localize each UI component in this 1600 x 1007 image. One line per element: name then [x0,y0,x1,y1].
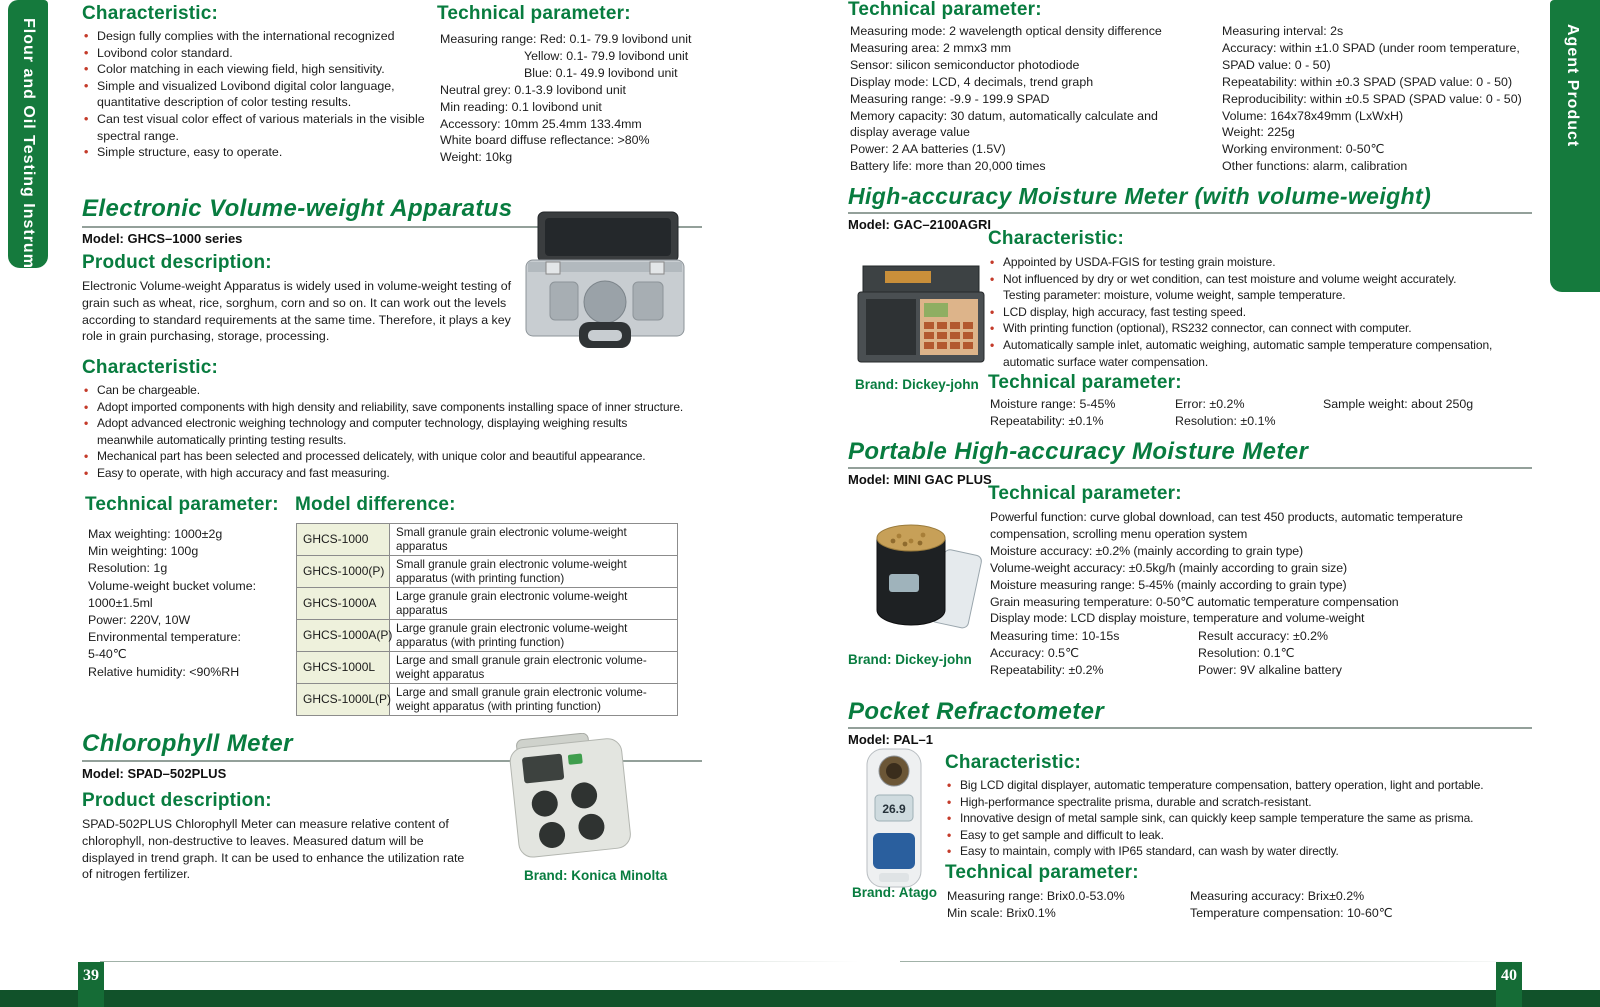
tech-line: Moisture measuring range: 5-45% (mainly according to grain type) [990,577,1347,592]
pal1-title: Pocket Refractometer [848,698,1105,725]
lovibond-technical-heading: Technical parameter: [437,3,631,24]
tech-line: Accuracy: within ±1.0 SPAD (under room temperature, [1222,40,1520,55]
list-item: • Automatically sample inlet, automatic weighing, automatic sample temperature compensation, [990,337,1492,354]
tech-line: Measuring range: Red: 0.1- 79.9 lovibond unit [440,32,692,46]
list-item: • Design fully complies with the international recognized [84,28,442,45]
pal1-brand: Brand: Atago [852,885,937,900]
chlorophyll-title: Chlorophyll Meter [82,730,293,757]
tech-line: Accessory: 10mm 25.4mm 133.4mm [440,116,642,131]
title-rule [848,727,1532,729]
list-item: • Simple structure, easy to operate. [84,144,442,161]
list-item-continuation: automatic surface water compensation. [1003,354,1209,369]
chlorophyll-brand: Brand: Konica Minolta [524,868,668,883]
tech-cell: Measuring range: Brix0.0-53.0% [947,889,1125,903]
list-item: • Appointed by USDA-FGIS for testing grain moisture. [990,254,1492,271]
tech-line: Sensor: silicon semiconductor photodiode [850,57,1080,72]
title-rule [848,467,1532,469]
list-item: • High-performance spectralite prisma, durable and scratch-resistant. [947,794,1484,811]
minigac-image [865,512,985,650]
list-item: • LCD display, high accuracy, fast testing speed. [990,304,1492,321]
tech-line: Display mode: LCD display moisture, temperature and volume-weight [990,611,1365,626]
list-item: • Easy to get sample and difficult to leak. [947,827,1484,844]
list-item: • Color matching in each viewing field, high sensitivity. [84,61,442,78]
tech-line: Power: 2 AA batteries (1.5V) [850,142,1006,157]
tech-line: 5-40℃ [88,647,127,662]
gac2100-characteristic-list [990,254,1492,370]
chlorophyll-description-heading: Product description: [82,790,272,811]
table-row [297,684,678,716]
tech-line: Measuring mode: 2 wavelength optical density difference [850,24,1162,38]
model-cell: GHCS-1000L(P) [297,684,390,716]
tech-line: Working environment: 0-50℃ [1222,142,1385,157]
gac2100-technical-heading: Technical parameter: [988,372,1182,393]
tech-line: Measuring range: -9.9 - 199.9 SPAD [850,91,1050,106]
list-item: • Can be chargeable. [84,382,683,399]
pal1-characteristic-list [947,777,1484,860]
list-item-continuation: Testing parameter: moisture, volume weight, sample temperature. [1003,288,1346,303]
tech-line: White board diffuse reflectance: >80% [440,133,650,148]
tech-cell: Measuring time: 10-15s [990,629,1120,643]
description-cell: Small granule grain electronic volume-weight apparatus [390,524,678,556]
minigac-brand: Brand: Dickey-john [848,652,972,667]
model-cell: GHCS-1000L [297,652,390,684]
page-number-left: 39 [78,962,104,1007]
lovibond-characteristic-list [84,28,442,161]
chlorophyll-meter-illustration [492,733,647,861]
list-item: • Not influenced by dry or wet condition, can test moisture and volume weight accurately. [990,271,1492,288]
minigac-title: Portable High-accuracy Moisture Meter [848,438,1309,465]
description-cell: Large granule grain electronic volume-weight apparatus (with printing function) [390,620,678,652]
tech-line: Memory capacity: 30 datum, automatically calculate and [850,108,1158,123]
left-tab-label: Flour and Oil Testing Instrument [20,18,37,296]
tech-line: 1000±1.5ml [88,595,153,610]
tech-cell: Result accuracy: ±0.2% [1198,629,1329,643]
tech-line: Relative humidity: <90%RH [88,664,240,679]
tech-cell: Min scale: Brix0.1% [947,906,1056,920]
list-item: • Simple and visualized Lovibond digital color language, quantitative description of color testing results. [84,78,442,111]
left-page-tab [8,0,48,296]
model-cell: GHCS-1000A(P) [297,620,390,652]
pal1-model: Model: PAL–1 [848,732,933,747]
list-item: • Adopt imported components with high density and reliability, save components installing space of inner structure. [84,399,683,416]
description-cell: Large and small granule grain electronic volume-weight apparatus (with printing function) [390,684,678,716]
description-cell: Large and small granule grain electronic volume-weight apparatus [390,652,678,684]
gac2100-brand: Brand: Dickey-john [855,377,979,392]
tech-cell: Measuring accuracy: Brix±0.2% [1190,889,1365,903]
model-cell: GHCS-1000A [297,588,390,620]
evwa-technical-list [88,526,256,681]
right-tab-label: Agent Product [1564,24,1581,148]
model-cell: GHCS-1000 [297,524,390,556]
list-item: • Mechanical part has been selected and processed delicately, with unique color and beautiful appearance. [84,448,683,465]
tech-line: Power: 220V, 10W [88,613,191,628]
right-footer-rule [900,961,1528,962]
tech-line: Min reading: 0.1 lovibond unit [440,99,602,114]
description-cell: Large granule grain electronic volume-weight apparatus [390,588,678,620]
minigac-model: Model: MINI GAC PLUS [848,472,992,487]
minigac-illustration [865,512,985,650]
tech-line: compensation, scrolling menu operation system [990,526,1248,541]
spad-technical-col2 [1222,23,1522,175]
model-cell: GHCS-1000(P) [297,556,390,588]
gac2100-illustration [853,262,988,370]
tech-line: Resolution: 1g [88,561,168,576]
tech-line: Reproducibility: within ±0.5 SPAD (SPAD value: 0 - 50) [1222,91,1522,106]
tech-line: Volume-weight bucket volume: [88,578,257,593]
aluminum-case-image [520,210,690,360]
evwa-technical-heading: Technical parameter: [85,494,279,515]
pal1-technical-heading: Technical parameter: [945,862,1139,883]
tech-line: Grain measuring temperature: 0-50℃ automatic temperature compensation [990,594,1399,609]
pal1-illustration [855,745,933,891]
gac2100-title: High-accuracy Moisture Meter (with volume-weight) [848,183,1432,209]
tech-line: Environmental temperature: [88,630,241,645]
tech-line: display average value [850,125,970,140]
description-cell: Small granule grain electronic volume-weight apparatus (with printing function) [390,556,678,588]
pal1-characteristic-heading: Characteristic: [945,752,1082,773]
list-item-continuation: meanwhile automatically printing testing results. [97,432,347,447]
table-row [297,588,678,620]
evwa-model-difference-table [296,523,678,716]
evwa-description-heading: Product description: [82,252,272,273]
gac2100-image [853,262,988,370]
tech-line: Measuring area: 2 mmx3 mm [850,40,1012,55]
table-row [297,556,678,588]
minigac-technical-heading: Technical parameter: [988,483,1182,504]
pal1-lcd-value: 26.9 [882,802,906,816]
tech-cell: Repeatability: ±0.2% [990,663,1104,677]
chlorophyll-description: SPAD-502PLUS Chlorophyll Meter can measure relative content of chlorophyll, non-destructive to leaves. Measured datum will be displayed in trend graph. It can be used to enhance the utilization rate of nitrogen fertilizer. [82,817,465,882]
minigac-technical-list [990,509,1463,627]
tech-line: Powerful function: curve global download, can test 450 products, automatic temperature [990,510,1463,524]
list-item: • Innovative design of metal sample sink, can quickly keep sample temperature the same as prisma. [947,810,1484,827]
footer-bar [0,990,1600,1007]
table-row [297,652,678,684]
tech-line: Other functions: alarm, calibration [1222,159,1408,174]
right-page-tab [1550,0,1600,292]
aluminum-case-illustration [520,210,690,360]
evwa-model: Model: GHCS–1000 series [82,231,243,246]
evwa-title: Electronic Volume-weight Apparatus [82,195,513,222]
tech-line: Neutral grey: 0.1-3.9 lovibond unit [440,82,626,97]
list-item: • Can test visual color effect of various materials in the visible spectral range. [84,111,442,144]
chlorophyll-model: Model: SPAD–502PLUS [82,766,227,781]
tech-cell: Accuracy: 0.5℃ [990,646,1079,660]
tech-line: Min weighting: 100g [88,544,199,559]
tech-cell: Resolution: ±0.1% [1175,414,1276,428]
tech-line: Weight: 10kg [440,150,513,165]
tech-cell: Resolution: 0.1℃ [1198,646,1295,660]
evwa-characteristic-heading: Characteristic: [82,357,219,378]
evwa-model-difference-heading: Model difference: [295,494,456,515]
tech-line: Blue: 0.1- 49.9 lovibond unit [524,65,678,80]
spad-technical-heading: Technical parameter: [848,0,1042,20]
tech-cell: Error: ±0.2% [1175,397,1245,411]
tech-line: SPAD value: 0 - 50) [1222,57,1331,72]
tech-cell: Moisture range: 5-45% [990,397,1116,411]
evwa-characteristic-list [84,382,683,482]
tech-line: Max weighting: 1000±2g [88,527,223,541]
page-number-right: 40 [1496,962,1522,1007]
list-item: • Lovibond color standard. [84,45,442,62]
lovibond-technical-list [440,31,691,166]
tech-line: Moisture accuracy: ±0.2% (mainly according to grain type) [990,543,1304,558]
tech-line: Weight: 225g [1222,125,1295,140]
list-item: • Big LCD digital displayer, automatic temperature compensation, battery operation, light and portable. [947,777,1484,794]
list-item: • Easy to maintain, comply with IP65 standard, can wash by water directly. [947,843,1484,860]
table-row [297,620,678,652]
list-item: • Easy to operate, with high accuracy and fast measuring. [84,465,683,482]
tech-line: Volume: 164x78x49mm (LxWxH) [1222,108,1404,123]
tech-line: Repeatability: within ±0.3 SPAD (SPAD value: 0 - 50) [1222,74,1513,89]
tech-line: Measuring interval: 2s [1222,24,1344,38]
spad-technical-col1 [850,23,1162,175]
tech-cell: Power: 9V alkaline battery [1198,663,1342,677]
tech-line: Battery life: more than 20,000 times [850,159,1046,174]
gac2100-characteristic-heading: Characteristic: [988,228,1125,249]
table-row [297,524,678,556]
tech-line: Display mode: LCD, 4 decimals, trend graph [850,74,1094,89]
list-item: • Adopt advanced electronic weighing technology and computer technology, displaying weighing results [84,415,683,432]
tech-cell: Sample weight: about 250g [1323,397,1474,411]
gac2100-model: Model: GAC–2100AGRI [848,217,992,232]
title-rule [848,212,1532,214]
left-footer-rule [100,961,860,962]
list-item: • With printing function (optional), RS232 connector, can connect with computer. [990,320,1492,337]
tech-cell: Temperature compensation: 10-60℃ [1190,906,1393,920]
pal1-image [855,745,933,891]
tech-line: Volume-weight accuracy: ±0.5kg/h (mainly according to grain size) [990,560,1348,575]
lovibond-characteristic-heading: Characteristic: [82,3,219,24]
tech-line: Yellow: 0.1- 79.9 lovibond unit [524,48,689,63]
tech-cell: Repeatability: ±0.1% [990,414,1104,428]
chlorophyll-meter-image [492,733,647,861]
evwa-description: Electronic Volume-weight Apparatus is widely used in volume-weight testing of grain such as wheat, rice, sorghum, corn and so on. It can work out the levels according to standard requirements at the same time. Therefore, it plays a key role in grain purchasing, storage, processing. [82,279,512,344]
